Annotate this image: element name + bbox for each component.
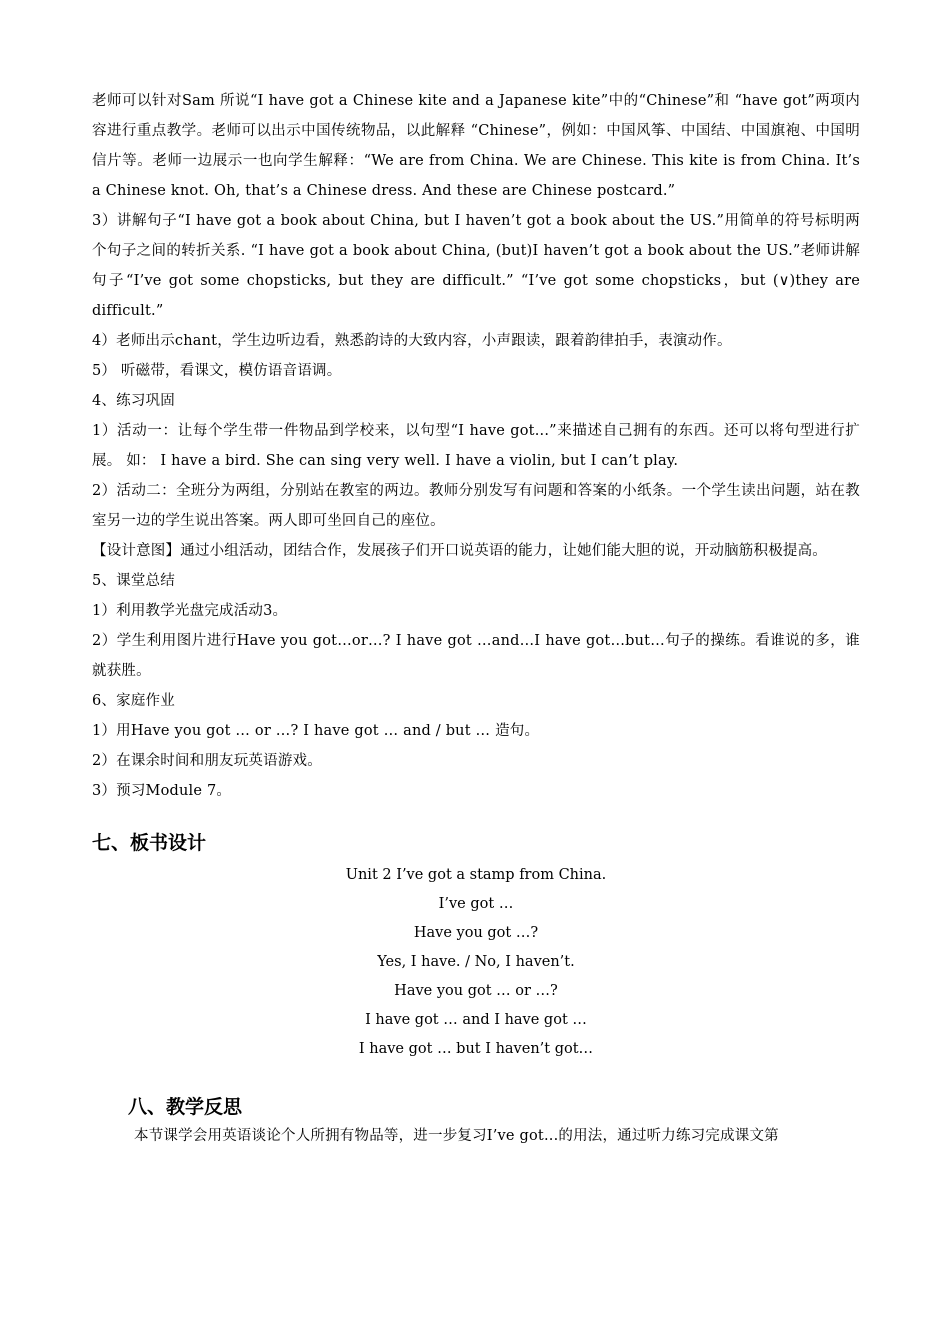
blackboard-design <box>92 861 860 1064</box>
board-line: Yes, I have. / No, I haven’t. <box>377 954 575 970</box>
subsection-title: 5、课堂总结 <box>92 573 175 589</box>
section-heading-reflection: 八、教学反思 <box>128 1096 243 1118</box>
paragraph: 老师可以针对Sam 所说“I have got a Chinese kite and a Japanese kite”中的“Chinese”和 “have got”两项内容进行重点教学。老师可以出示中国传统物品，以此解释 “Chinese”，例如：中国风筝、中国结、中国旗袍、中国明信片等。老师一边展示一也向学生解释：“We are from China. We are Chinese. This kite is from China. It’s a Chinese knot. Oh, that’s a Chinese dress. And these are Chinese postcard.” <box>92 93 860 199</box>
subsection-title: 6、家庭作业 <box>92 693 175 709</box>
paragraph: 1）利用教学光盘完成活动3。 <box>92 603 288 619</box>
paragraph: 5） 听磁带，看课文，模仿语音语调。 <box>92 363 342 379</box>
paragraph: 3）讲解句子“I have got a book about China, but I haven’t got a book about the US.”用简单的符号标明两个句子之间的转折关系. “I have got a book about China, (but)I haven’t got a book about the US.”老师讲解句子“I’ve got some chopsticks, but they are difficult.” “I’ve got some chopsticks，but (∨)they are difficult.” <box>92 213 860 319</box>
paragraph: 2）在课余时间和朋友玩英语游戏。 <box>92 753 322 769</box>
board-line: I have got … but I haven’t got… <box>358 1041 594 1057</box>
paragraph: 1）用Have you got … or …? I have got … and / but … 造句。 <box>92 723 540 739</box>
reflection-text: 本节课学会用英语谈论个人所拥有物品等，进一步复习I’ve got...的用法，通过听力练习完成课文第 <box>134 1128 779 1144</box>
section-heading-board-design: 七、板书设计 <box>92 832 207 854</box>
paragraph: 1）活动一：让每个学生带一件物品到学校来，以句型“I have got...”来描述自己拥有的东西。还可以将句型进行扩展。 如： I have a bird. She can sing very well. I have a violin, but I can’t play. <box>92 423 860 469</box>
document-page <box>92 86 860 1151</box>
paragraph: 4）老师出示chant，学生边听边看，熟悉韵诗的大致内容，小声跟读，跟着韵律拍手，表演动作。 <box>92 333 732 349</box>
board-line: I’ve got … <box>438 896 514 912</box>
board-line: I have got … and I have got … <box>365 1012 587 1028</box>
design-intent: 【设计意图】通过小组活动，团结合作，发展孩子们开口说英语的能力，让她们能大胆的说，开动脑筋积极提高。 <box>92 543 827 559</box>
board-line: Have you got …? <box>413 925 539 941</box>
paragraph: 2）活动二：全班分为两组，分别站在教室的两边。教师分别发写有问题和答案的小纸条。一个学生读出问题，站在教室另一边的学生说出答案。两人即可坐回自己的座位。 <box>92 483 860 529</box>
subsection-title: 4、练习巩固 <box>92 393 175 409</box>
paragraph: 2）学生利用图片进行Have you got…or…? I have got …and…I have got…but…句子的操练。看谁说的多，谁就获胜。 <box>92 633 860 679</box>
paragraph: 3）预习Module 7。 <box>92 783 232 799</box>
board-line: Unit 2 I’ve got a stamp from China. <box>345 867 607 883</box>
board-line: Have you got … or …? <box>394 983 558 999</box>
